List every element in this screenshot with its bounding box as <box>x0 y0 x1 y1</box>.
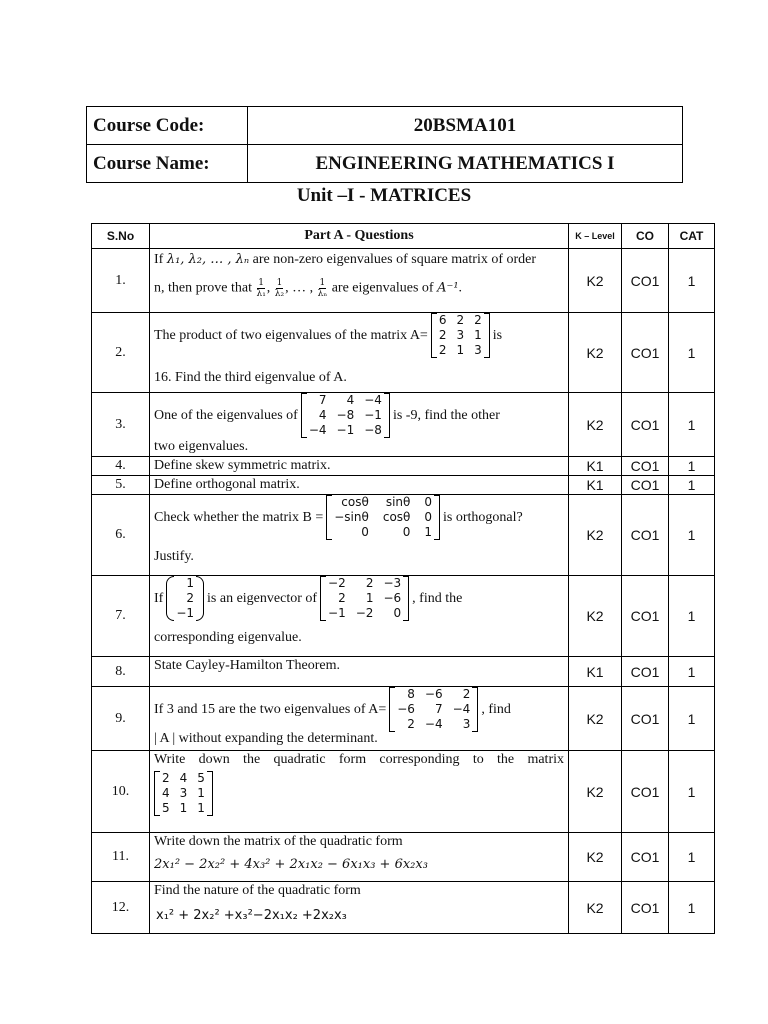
col-question: Part A - Questions <box>150 224 569 249</box>
question-text: Check whether the matrix B = cosθ sinθ 0 −sinθ cosθ 0 0 0 1 is orthogonal? Justify. <box>150 495 569 576</box>
co-value: CO1 <box>622 249 669 313</box>
questions-table <box>91 223 715 934</box>
k-level: K2 <box>569 313 622 393</box>
table-row <box>92 476 715 495</box>
co-value: CO1 <box>622 393 669 457</box>
matrix: 6 2 2 2 3 1 2 1 3 <box>431 313 490 358</box>
table-row <box>92 657 715 687</box>
table-header-row <box>92 224 715 249</box>
row-number: 10. <box>92 751 150 833</box>
k-level: K2 <box>569 833 622 882</box>
question-text: Define skew symmetric matrix. <box>150 457 569 476</box>
question-text: One of the eigenvalues of 7 4 −4 4 −8 −1 −4 −1 −8 is -9, find the other two eigenvalues. <box>150 393 569 457</box>
k-level: K2 <box>569 882 622 934</box>
k-level: K1 <box>569 476 622 495</box>
cat-value: 1 <box>669 476 715 495</box>
co-value: CO1 <box>622 313 669 393</box>
question-text: Find the nature of the quadratic form x₁² + 2x₂² +x₃²−2x₁x₂ +2x₂x₃ <box>150 882 569 934</box>
question-text: If λ₁, λ₂, … , λₙ are non-zero eigenvalues of square matrix of order n, then prove that $\frac{1}{\text{λ₁}}$ , $\frac{1}{\text{λ₂}}$ , … , $\frac{1}{\text{λₙ}}$ are eigenvalues of A⁻¹. <box>150 249 569 313</box>
co-value: CO1 <box>622 751 669 833</box>
row-number: 7. <box>92 576 150 657</box>
course-name-label: Course Name: <box>87 145 248 183</box>
vector: 1 2 −1 <box>166 576 204 621</box>
row-number: 9. <box>92 687 150 751</box>
k-level: K1 <box>569 457 622 476</box>
col-klevel: K – Level <box>569 224 622 249</box>
table-row <box>92 882 715 934</box>
course-code-label: Course Code: <box>87 107 248 145</box>
row-number: 2. <box>92 313 150 393</box>
question-text: If 1 2 −1 is an eigenvector of −2 2 −3 2 1 −6 −1 −2 0 , find the corresponding eigenvalue. <box>150 576 569 657</box>
row-number: 1. <box>92 249 150 313</box>
cat-value: 1 <box>669 687 715 751</box>
row-number: 8. <box>92 657 150 687</box>
question-text: Write down the matrix of the quadratic form 2x₁² − 2x₂² + 4x₃² + 2x₁x₂ − 6x₁x₃ + 6x₂x₃ <box>150 833 569 882</box>
question-text: State Cayley-Hamilton Theorem. <box>150 657 569 687</box>
cat-value: 1 <box>669 576 715 657</box>
table-row <box>92 687 715 751</box>
question-text: The product of two eigenvalues of the matrix A= 6 2 2 2 3 1 2 1 3 is 16. Find the third eigenvalue of A. <box>150 313 569 393</box>
k-level: K2 <box>569 393 622 457</box>
k-level: K2 <box>569 576 622 657</box>
cat-value: 1 <box>669 393 715 457</box>
question-text: Define orthogonal matrix. <box>150 476 569 495</box>
co-value: CO1 <box>622 882 669 934</box>
row-number: 6. <box>92 495 150 576</box>
col-co: CO <box>622 224 669 249</box>
matrix: 2 4 5 4 3 1 5 1 1 <box>154 771 213 816</box>
table-row <box>92 751 715 833</box>
table-row <box>92 457 715 476</box>
row-number: 11. <box>92 833 150 882</box>
col-cat: CAT <box>669 224 715 249</box>
co-value: CO1 <box>622 476 669 495</box>
k-level: K2 <box>569 687 622 751</box>
row-number: 5. <box>92 476 150 495</box>
cat-value: 1 <box>669 882 715 934</box>
co-value: CO1 <box>622 576 669 657</box>
course-code-value: 20BSMA101 <box>248 107 683 145</box>
cat-value: 1 <box>669 457 715 476</box>
matrix: cosθ sinθ 0 −sinθ cosθ 0 0 0 1 <box>326 495 440 540</box>
row-number: 12. <box>92 882 150 934</box>
table-row <box>92 249 715 313</box>
matrix: 7 4 −4 4 −8 −1 −4 −1 −8 <box>301 393 390 438</box>
co-value: CO1 <box>622 833 669 882</box>
co-value: CO1 <box>622 657 669 687</box>
row-number: 3. <box>92 393 150 457</box>
question-text: Write down the quadratic form corresponding to the matrix 2 4 5 4 3 1 5 1 1 <box>150 751 569 833</box>
matrix: 8 −6 2 −6 7 −4 2 −4 3 <box>389 687 478 732</box>
cat-value: 1 <box>669 751 715 833</box>
cat-value: 1 <box>669 495 715 576</box>
cat-value: 1 <box>669 313 715 393</box>
k-level: K2 <box>569 495 622 576</box>
table-row <box>92 313 715 393</box>
question-text: If 3 and 15 are the two eigenvalues of A= 8 −6 2 −6 7 −4 2 −4 3 , find | A | without expanding the determinant. <box>150 687 569 751</box>
table-row <box>92 576 715 657</box>
cat-value: 1 <box>669 657 715 687</box>
course-name-value: ENGINEERING MATHEMATICS I <box>248 145 683 183</box>
cat-value: 1 <box>669 833 715 882</box>
col-sno: S.No <box>92 224 150 249</box>
k-level: K1 <box>569 657 622 687</box>
co-value: CO1 <box>622 457 669 476</box>
co-value: CO1 <box>622 687 669 751</box>
table-row <box>92 833 715 882</box>
k-level: K2 <box>569 249 622 313</box>
course-header-table <box>86 106 683 183</box>
table-row <box>92 495 715 576</box>
unit-title: Unit –I - MATRICES <box>296 185 472 206</box>
cat-value: 1 <box>669 249 715 313</box>
co-value: CO1 <box>622 495 669 576</box>
matrix: −2 2 −3 2 1 −6 −1 −2 0 <box>320 576 409 621</box>
row-number: 4. <box>92 457 150 476</box>
table-row <box>92 393 715 457</box>
k-level: K2 <box>569 751 622 833</box>
